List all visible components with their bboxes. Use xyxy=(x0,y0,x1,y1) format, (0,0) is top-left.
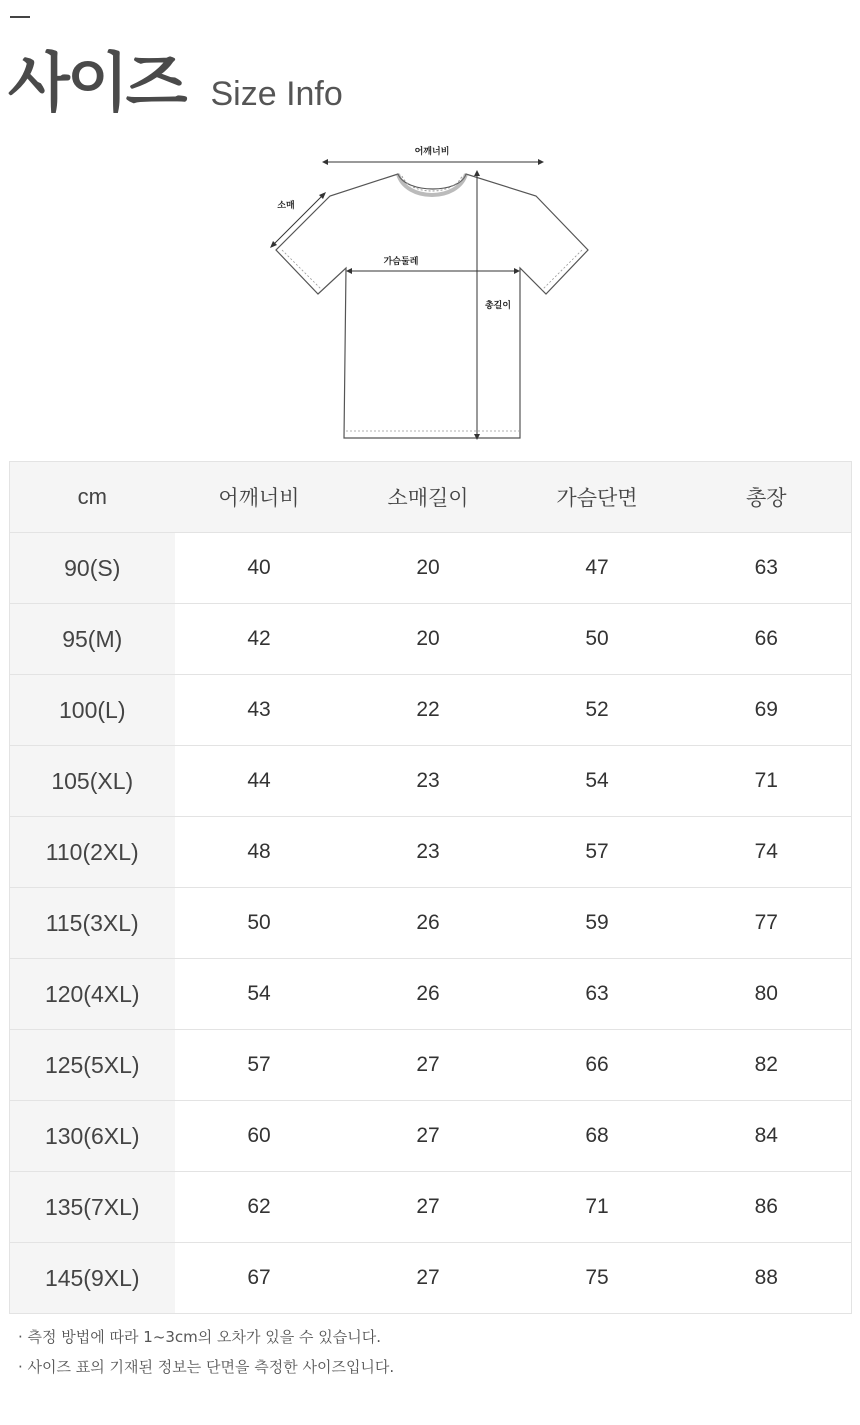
page-title: 사이즈 xyxy=(8,47,185,121)
size-cell: 125(5XL) xyxy=(10,1030,175,1101)
size-cell: 145(9XL) xyxy=(10,1243,175,1314)
length-cell: 66 xyxy=(682,604,852,675)
table-row xyxy=(10,1101,852,1172)
size-cell: 105(XL) xyxy=(10,746,175,817)
shoulder-cell: 62 xyxy=(175,1172,344,1243)
chest-cell: 50 xyxy=(513,604,682,675)
note-item: · 사이즈 표의 기재된 정보는 단면을 측정한 사이즈입니다. xyxy=(18,1358,395,1376)
note-item: · 측정 방법에 따라 1~3cm의 오차가 있을 수 있습니다. xyxy=(18,1328,382,1346)
length-cell: 77 xyxy=(682,888,852,959)
table-row xyxy=(10,533,852,604)
length-cell: 80 xyxy=(682,959,852,1030)
sleeve-cell: 22 xyxy=(344,675,513,746)
shoulder-cell: 42 xyxy=(175,604,344,675)
sleeve-cell: 26 xyxy=(344,959,513,1030)
size-cell: 130(6XL) xyxy=(10,1101,175,1172)
chest-cell: 57 xyxy=(513,817,682,888)
length-cell: 63 xyxy=(682,533,852,604)
shoulder-cell: 54 xyxy=(175,959,344,1030)
sleeve-cell: 20 xyxy=(344,604,513,675)
size-table xyxy=(9,461,852,1314)
size-cell: 90(S) xyxy=(10,533,175,604)
header-sleeve: 소매길이 xyxy=(344,462,513,533)
length-label: 총길이 xyxy=(484,301,512,311)
length-cell: 86 xyxy=(682,1172,852,1243)
table-row xyxy=(10,746,852,817)
length-cell: 88 xyxy=(682,1243,852,1314)
chest-label: 가슴둘레 xyxy=(383,257,419,267)
chest-cell: 52 xyxy=(513,675,682,746)
length-cell: 69 xyxy=(682,675,852,746)
chest-cell: 63 xyxy=(513,959,682,1030)
table-row xyxy=(10,1172,852,1243)
sleeve-cell: 27 xyxy=(344,1101,513,1172)
size-cell: 120(4XL) xyxy=(10,959,175,1030)
shoulder-cell: 44 xyxy=(175,746,344,817)
table-row xyxy=(10,817,852,888)
table-row xyxy=(10,675,852,746)
sleeve-cell: 27 xyxy=(344,1243,513,1314)
chest-cell: 54 xyxy=(513,746,682,817)
table-row xyxy=(10,604,852,675)
chest-cell: 66 xyxy=(513,1030,682,1101)
table-header-row xyxy=(10,462,852,533)
sleeve-cell: 27 xyxy=(344,1030,513,1101)
length-cell: 71 xyxy=(682,746,852,817)
chest-cell: 75 xyxy=(513,1243,682,1314)
header-length: 총장 xyxy=(682,462,852,533)
size-cell: 110(2XL) xyxy=(10,817,175,888)
shoulder-cell: 57 xyxy=(175,1030,344,1101)
sleeve-cell: 20 xyxy=(344,533,513,604)
length-cell: 82 xyxy=(682,1030,852,1101)
length-cell: 74 xyxy=(682,817,852,888)
table-row xyxy=(10,1243,852,1314)
shoulder-cell: 50 xyxy=(175,888,344,959)
header-shoulder: 어깨너비 xyxy=(175,462,344,533)
header-chest: 가슴단면 xyxy=(513,462,682,533)
table-row xyxy=(10,1030,852,1101)
size-cell: 115(3XL) xyxy=(10,888,175,959)
shoulder-cell: 48 xyxy=(175,817,344,888)
size-cell: 95(M) xyxy=(10,604,175,675)
decorative-dash xyxy=(10,16,30,18)
table-row xyxy=(10,959,852,1030)
shoulder-label: 어깨너비 xyxy=(414,147,450,157)
sleeve-cell: 23 xyxy=(344,817,513,888)
tshirt-icon xyxy=(260,138,600,448)
shoulder-cell: 67 xyxy=(175,1243,344,1314)
table-row xyxy=(10,888,852,959)
size-cell: 100(L) xyxy=(10,675,175,746)
tshirt-measure-diagram xyxy=(260,138,600,448)
shoulder-cell: 60 xyxy=(175,1101,344,1172)
sleeve-cell: 26 xyxy=(344,888,513,959)
chest-cell: 47 xyxy=(513,533,682,604)
size-notes xyxy=(18,1322,394,1382)
chest-cell: 71 xyxy=(513,1172,682,1243)
sleeve-cell: 23 xyxy=(344,746,513,817)
page-subtitle: Size Info xyxy=(210,75,343,113)
sleeve-label: 소매 xyxy=(277,201,295,211)
chest-cell: 59 xyxy=(513,888,682,959)
header-unit: cm xyxy=(10,462,175,533)
length-cell: 84 xyxy=(682,1101,852,1172)
chest-cell: 68 xyxy=(513,1101,682,1172)
size-cell: 135(7XL) xyxy=(10,1172,175,1243)
shoulder-cell: 43 xyxy=(175,675,344,746)
page-heading xyxy=(8,44,343,124)
tshirt-outline xyxy=(276,174,588,438)
shoulder-cell: 40 xyxy=(175,533,344,604)
sleeve-cell: 27 xyxy=(344,1172,513,1243)
